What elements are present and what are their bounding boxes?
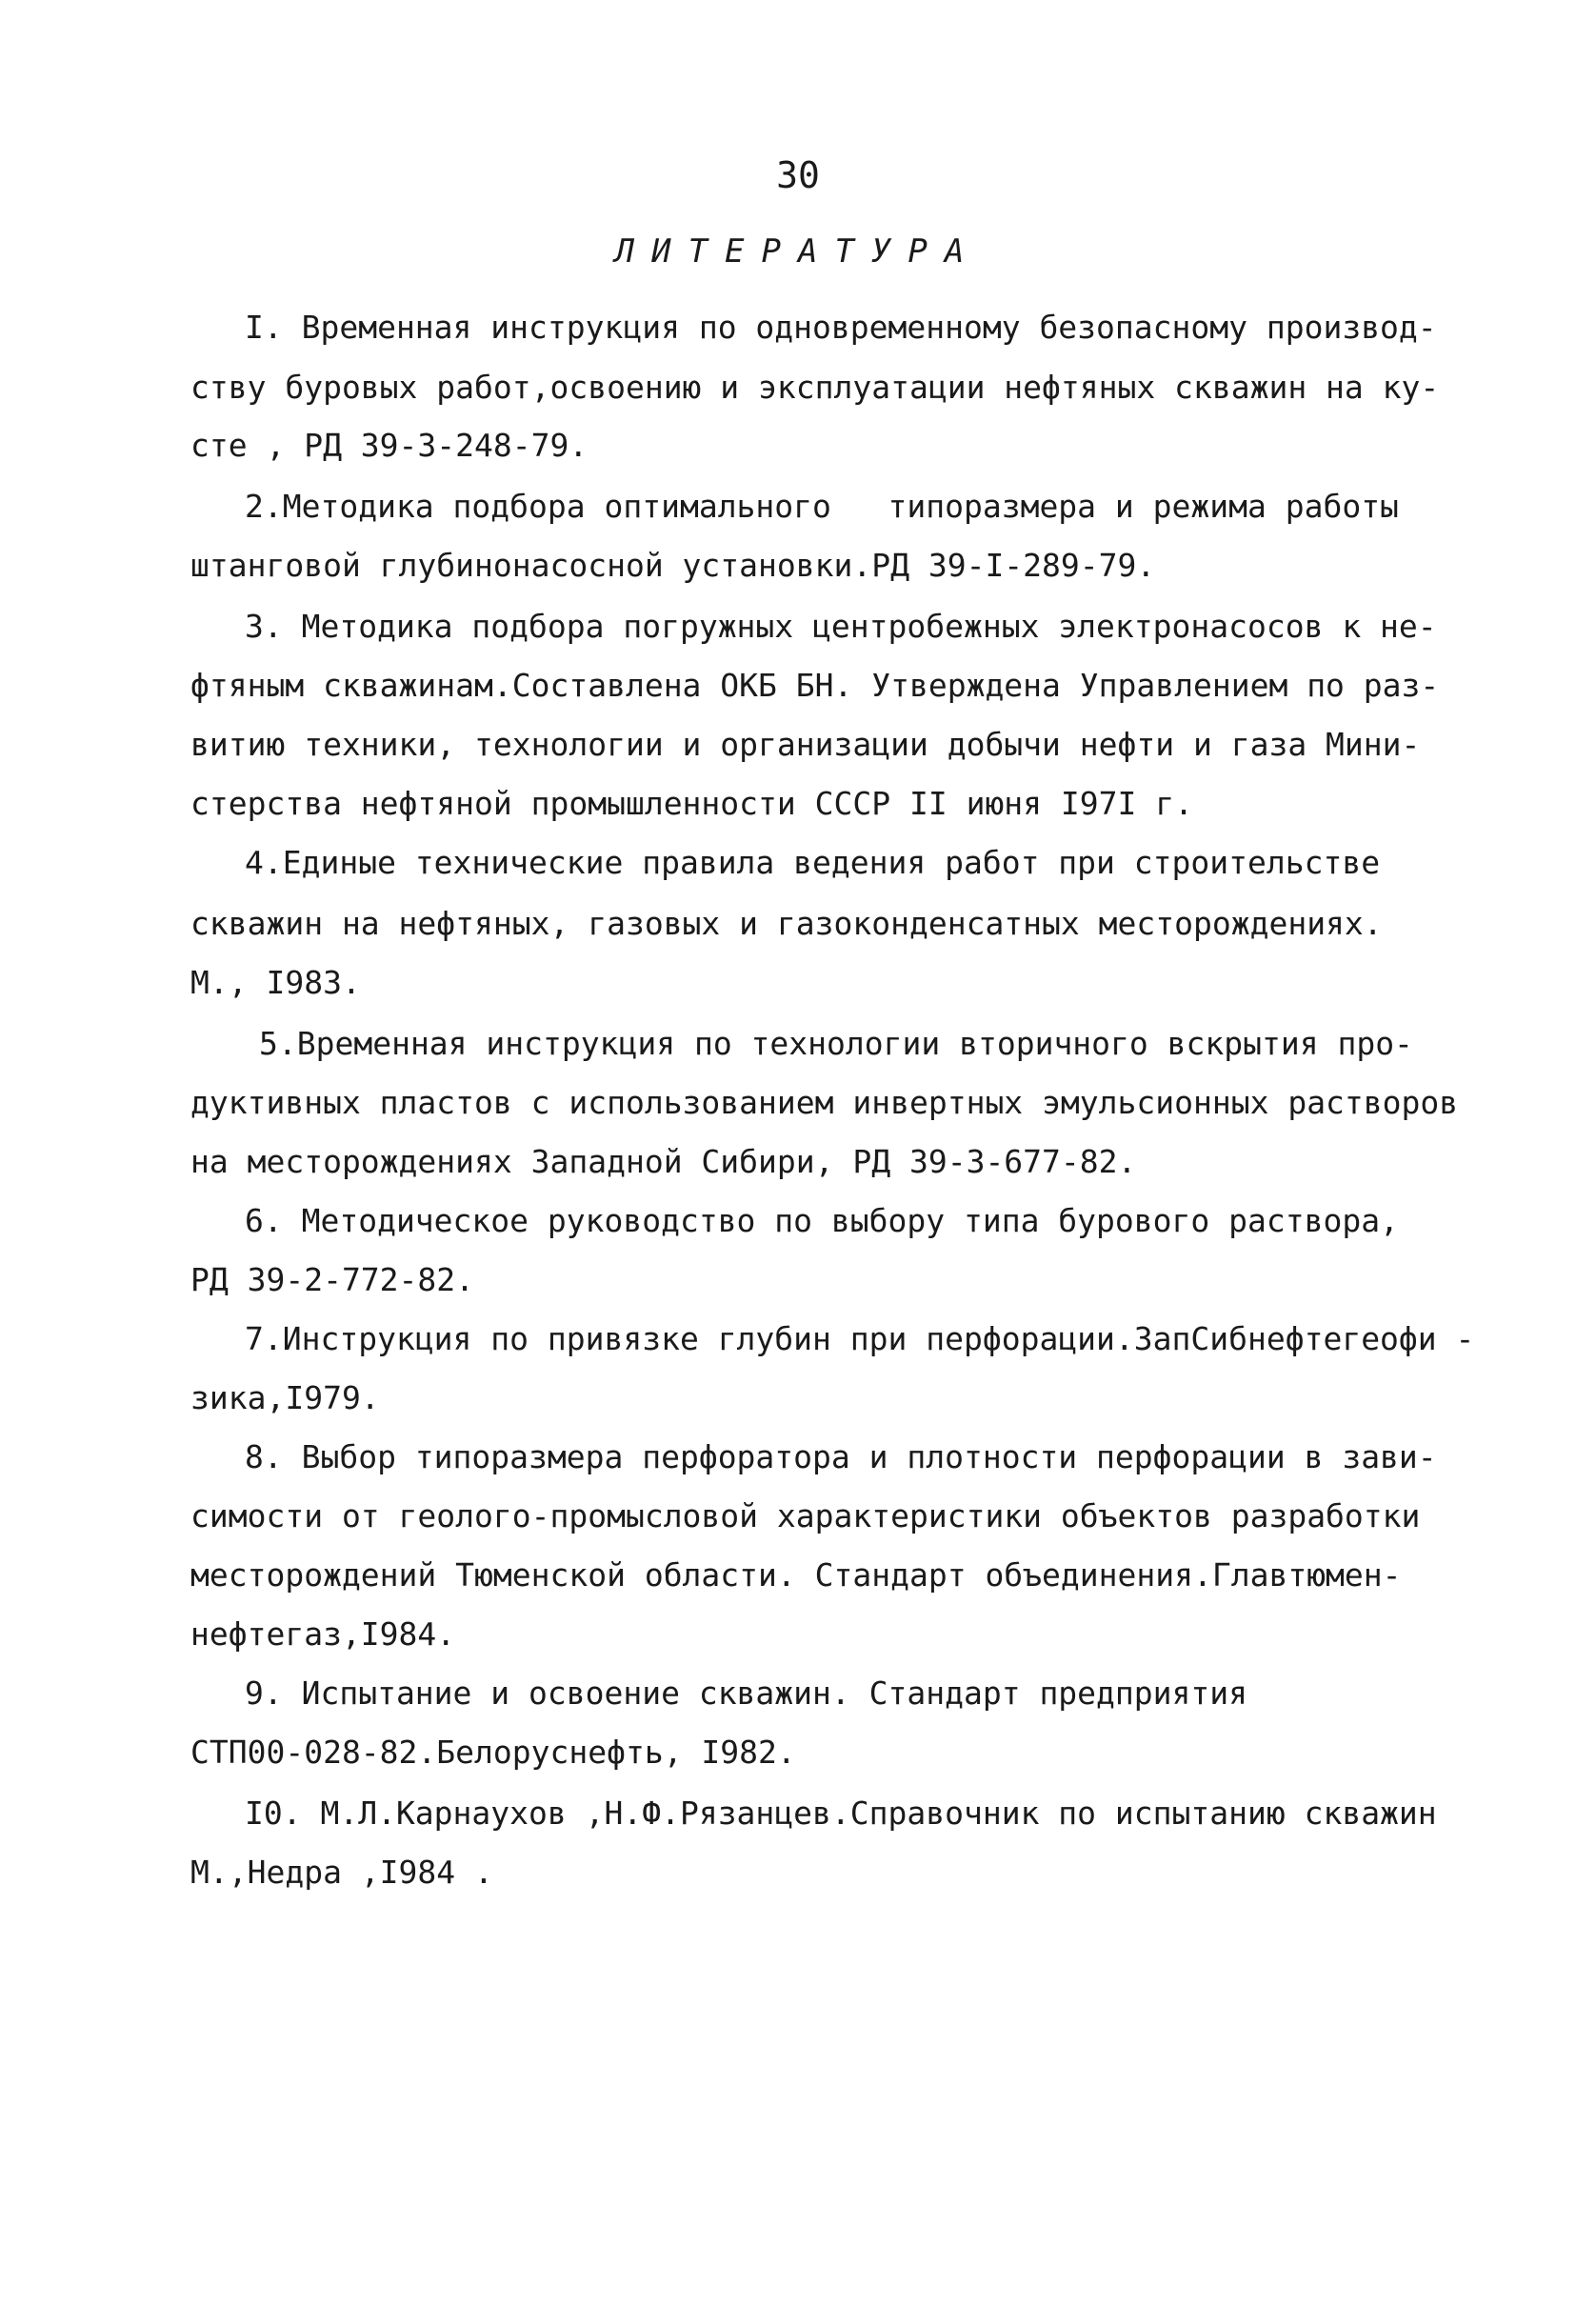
reference-line: 4.Единые технические правила ведения работ при строительстве [245, 844, 1381, 881]
reference-line: сте , РД 39-3-248-79. [190, 427, 589, 464]
reference-line: на месторождениях Западной Сибири, РД 39-3-677-82. [190, 1143, 1137, 1180]
reference-line: штанговой глубинонасосной установки.РД 39-I-289-79. [190, 547, 1156, 584]
reference-line: 5.Временная инструкция по технологии вторичного вскрытия про- [259, 1025, 1413, 1062]
reference-line: нефтегаз,I984. [190, 1615, 456, 1653]
reference-line: стерства нефтяной промышленности СССР II июня I97I г. [190, 785, 1193, 822]
reference-line: М.,Недра ,I984 . [190, 1854, 493, 1891]
reference-line: 7.Инструкция по привязке глубин при перфорации.ЗапСибнефтегеофи - [245, 1320, 1475, 1357]
reference-line: фтяным скважинам.Составлена ОКБ БН. Утверждена Управлением по раз- [190, 667, 1440, 704]
reference-line: 2.Методика подбора оптимального типоразмера и режима работы [245, 488, 1399, 525]
reference-line: М., I983. [190, 964, 361, 1001]
reference-line: 3. Методика подбора погружных центробежных электронасосов к не- [245, 608, 1437, 645]
reference-line: ству буровых работ,освоению и эксплуатации нефтяных скважин на ку- [190, 369, 1440, 406]
reference-line: СТП00-028-82.Белоруснефть, I982. [190, 1734, 796, 1771]
reference-line: витию техники, технологии и организации добычи нефти и газа Мини- [190, 726, 1421, 763]
reference-line: зика,I979. [190, 1379, 380, 1416]
reference-line: месторождений Тюменской области. Стандарт объединения.Главтюмен- [190, 1556, 1402, 1594]
reference-line: 8. Выбор типоразмера перфоратора и плотности перфорации в зави- [245, 1438, 1437, 1475]
reference-line: 6. Методическое руководство по выбору типа бурового раствора, [245, 1202, 1399, 1239]
page-title: ЛИТЕРАТУРА [614, 232, 982, 271]
reference-line: дуктивных пластов с использованием инвертных эмульсионных растворов [190, 1084, 1459, 1121]
reference-line: I. Временная инструкция по одновременному безопасному производ- [245, 309, 1437, 346]
reference-line: РД 39-2-772-82. [190, 1261, 475, 1298]
page-number: 30 [776, 154, 820, 196]
reference-line: скважин на нефтяных, газовых и газоконденсатных месторождениях. [190, 905, 1383, 942]
reference-line: симости от геолого-промысловой характеристики объектов разработки [190, 1497, 1421, 1534]
reference-line: 9. Испытание и освоение скважин. Стандарт предприятия [245, 1674, 1247, 1712]
reference-line: I0. М.Л.Карнаухов ,Н.Ф.Рязанцев.Справочник по испытанию скважин [245, 1795, 1437, 1832]
